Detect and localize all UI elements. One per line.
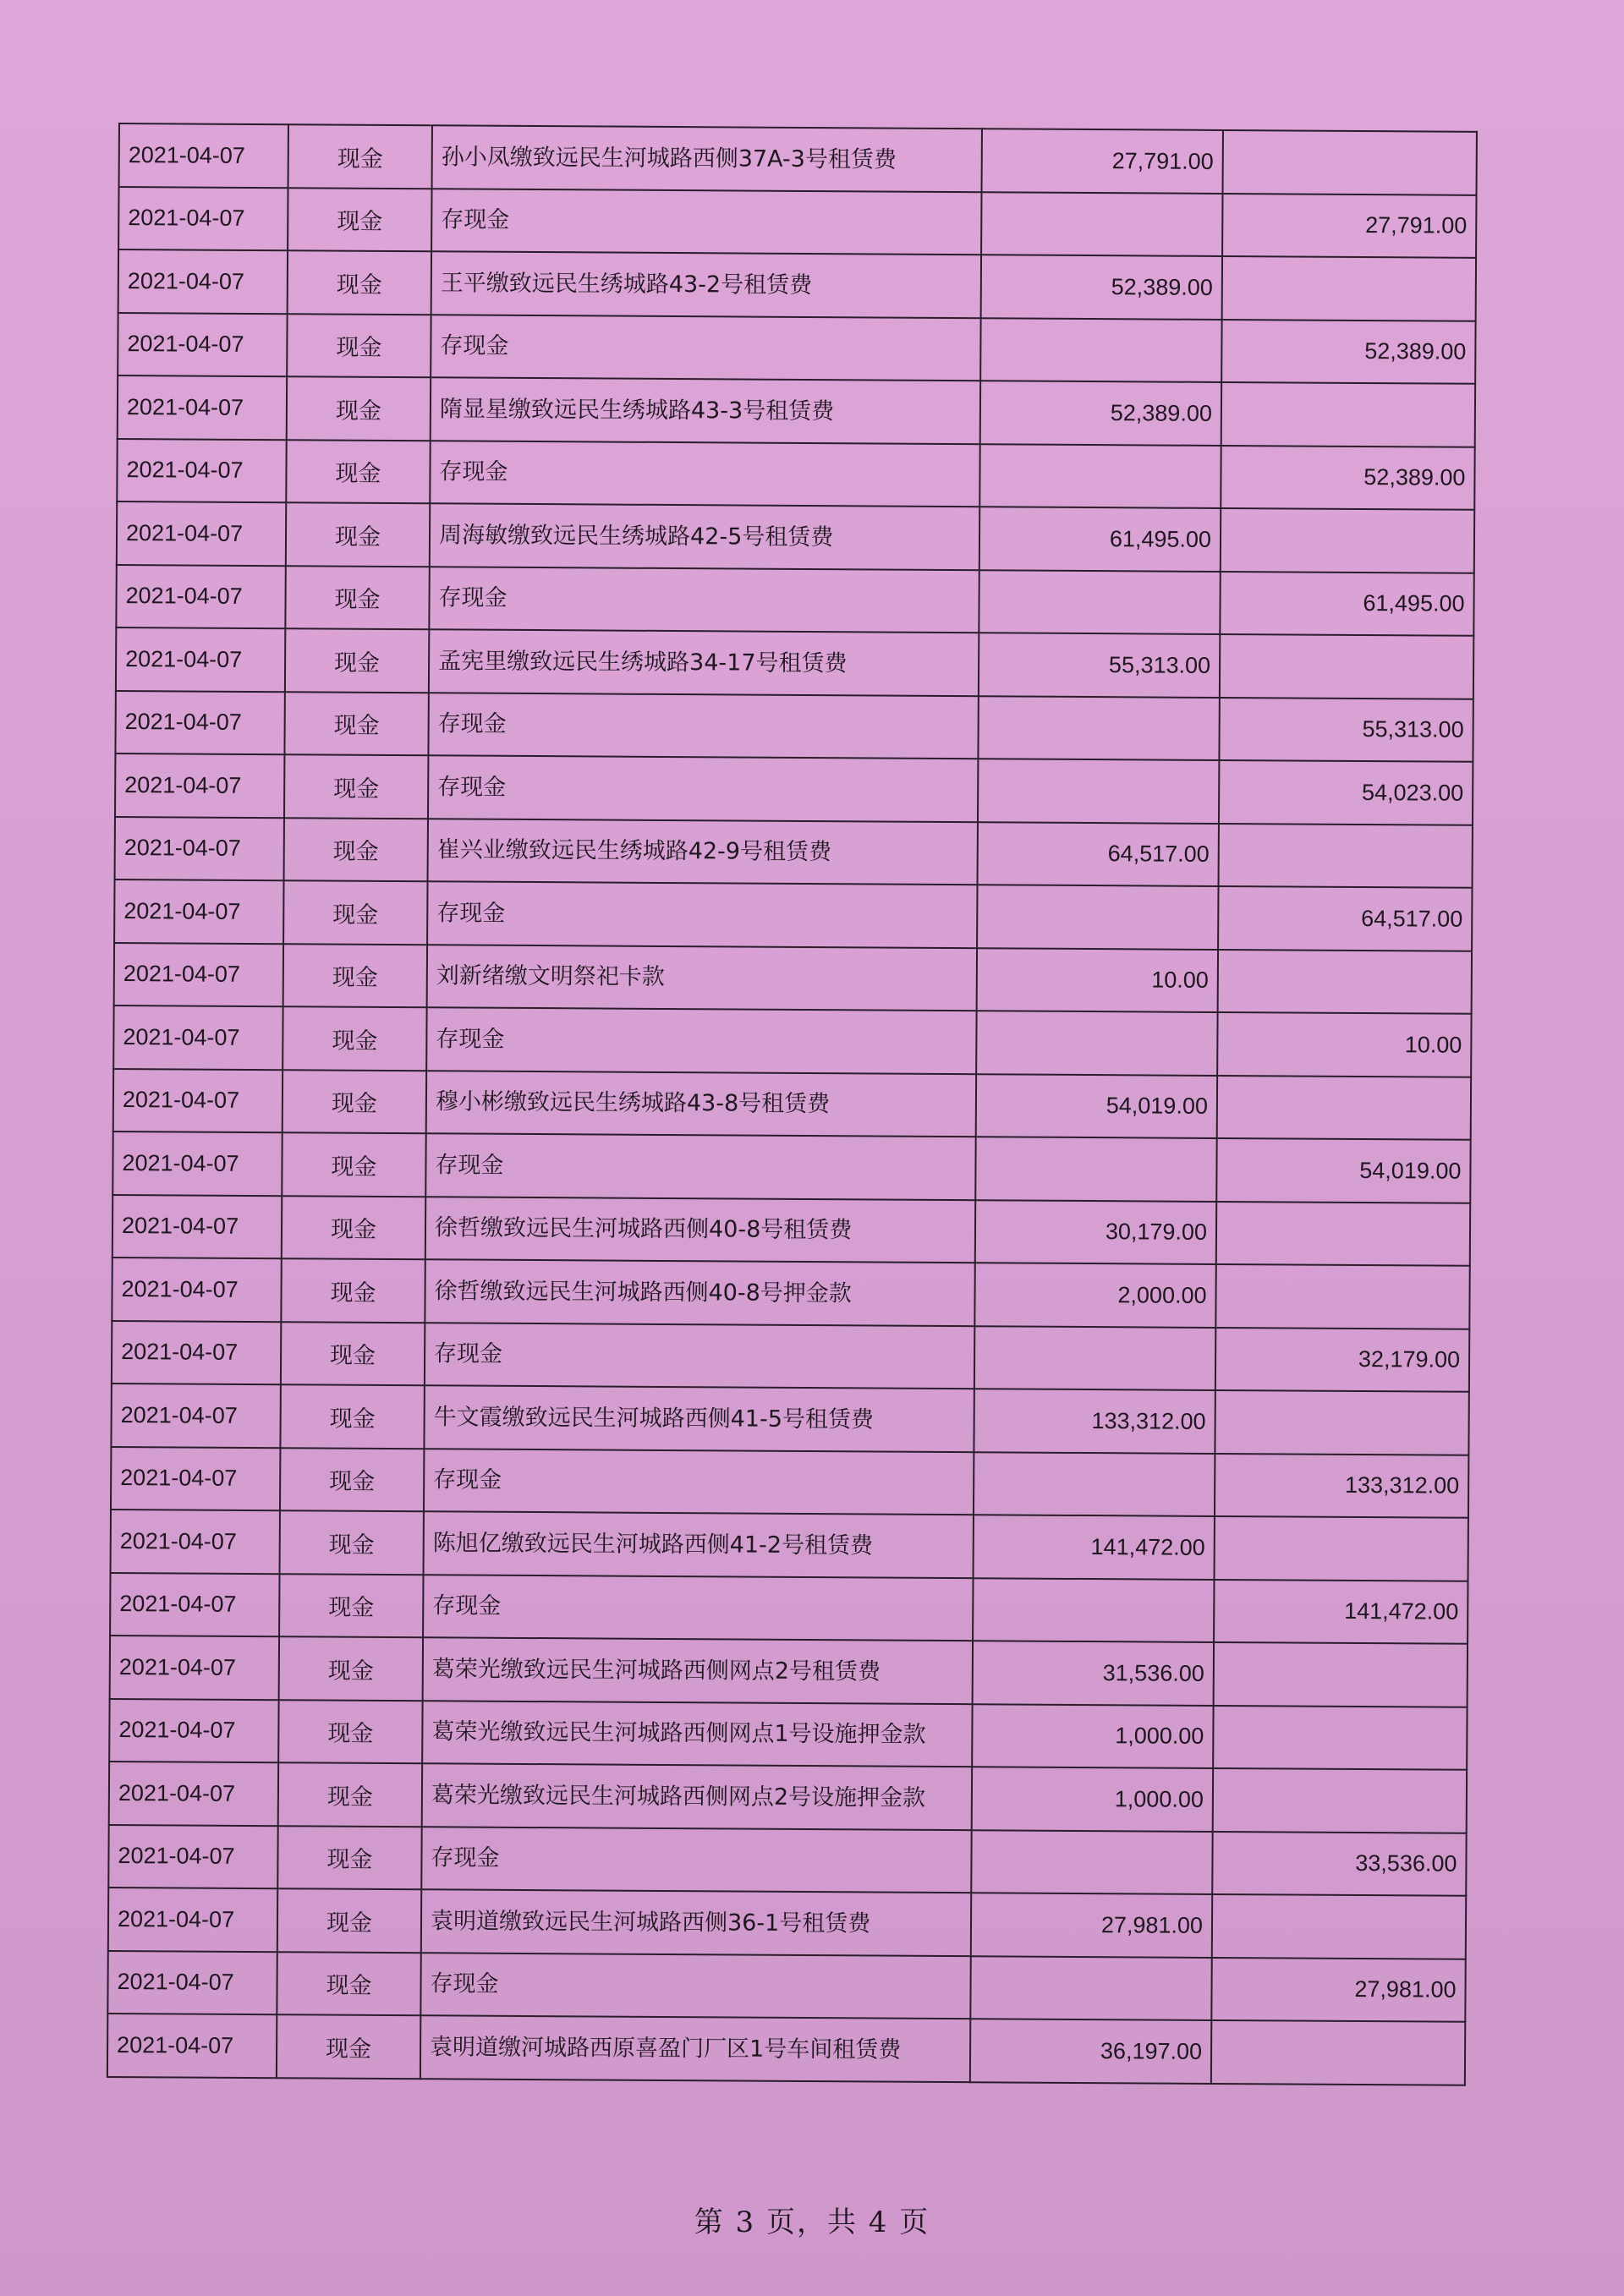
description-cell: 葛荣光缴致远民生河城路西侧网点2号设施押金款 <box>422 1763 972 1829</box>
ledger-table <box>107 123 1478 2085</box>
debit-amount-cell: 61,495.00 <box>979 507 1221 571</box>
date-cell: 2021-04-07 <box>115 816 284 880</box>
table-row <box>118 187 1476 258</box>
account-type-cell: 现金 <box>284 818 428 882</box>
account-type-cell: 现金 <box>285 566 429 630</box>
table-row <box>109 1698 1467 1769</box>
description-cell: 徐哲缴致远民生河城路西侧40-8号租赁费 <box>425 1197 975 1263</box>
credit-amount-cell <box>1220 634 1473 699</box>
debit-amount-cell: 52,389.00 <box>981 255 1222 319</box>
debit-amount-cell <box>973 1578 1214 1642</box>
description-cell: 崔兴业缴致远民生绣城路42-9号租赁费 <box>428 819 978 885</box>
description-cell: 存现金 <box>428 693 978 759</box>
table-row <box>118 313 1475 384</box>
credit-amount-cell <box>1216 1201 1470 1265</box>
debit-amount-cell: 1,000.00 <box>972 1704 1213 1768</box>
debit-amount-cell: 10.00 <box>977 948 1218 1012</box>
table-row <box>116 564 1473 635</box>
page-number: 第 3 页，共 4 页 <box>694 2206 930 2239</box>
description-cell: 存现金 <box>428 755 978 821</box>
description-cell: 存现金 <box>423 1575 973 1641</box>
account-type-cell: 现金 <box>288 124 432 189</box>
debit-amount-cell: 64,517.00 <box>978 822 1219 886</box>
account-type-cell: 现金 <box>278 1700 422 1764</box>
debit-amount-cell: 55,313.00 <box>979 633 1220 697</box>
table-row <box>117 501 1474 573</box>
debit-amount-cell: 1,000.00 <box>972 1767 1213 1831</box>
debit-amount-cell <box>974 1452 1215 1516</box>
credit-amount-cell: 64,517.00 <box>1218 886 1472 951</box>
description-cell: 隋显星缴致远民生绣城路43-3号租赁费 <box>431 377 980 443</box>
description-cell: 孙小凤缴致远民生河城路西侧37A-3号租赁费 <box>432 125 982 191</box>
description-cell: 陈旭亿缴致远民生河城路西侧41-2号租赁费 <box>424 1511 974 1577</box>
date-cell: 2021-04-07 <box>115 690 284 754</box>
debit-amount-cell <box>971 1830 1212 1894</box>
account-type-cell: 现金 <box>277 2014 420 2079</box>
description-cell: 牛文霞缴致远民生河城路西侧41-5号租赁费 <box>424 1385 974 1451</box>
description-cell: 存现金 <box>429 567 979 633</box>
credit-amount-cell: 33,536.00 <box>1212 1831 1466 1895</box>
description-cell: 存现金 <box>424 1449 974 1515</box>
table-row <box>118 375 1475 447</box>
account-type-cell: 现金 <box>279 1636 423 1701</box>
credit-amount-cell <box>1213 1768 1467 1833</box>
credit-amount-cell <box>1215 1390 1468 1455</box>
debit-amount-cell <box>979 444 1221 508</box>
date-cell: 2021-04-07 <box>118 375 287 440</box>
date-cell: 2021-04-07 <box>111 1510 280 1574</box>
account-type-cell: 现金 <box>282 1132 425 1197</box>
credit-amount-cell: 133,312.00 <box>1215 1453 1468 1517</box>
debit-amount-cell: 27,981.00 <box>971 1893 1212 1957</box>
table-row <box>108 1824 1466 1895</box>
table-row <box>108 1888 1466 1959</box>
table-row <box>112 1258 1469 1329</box>
date-cell: 2021-04-07 <box>112 1194 282 1258</box>
debit-amount-cell: 31,536.00 <box>973 1641 1214 1705</box>
table-row <box>107 2014 1465 2085</box>
debit-amount-cell: 30,179.00 <box>975 1200 1216 1264</box>
account-type-cell: 现金 <box>285 628 429 693</box>
credit-amount-cell: 27,981.00 <box>1211 1957 1465 2021</box>
credit-amount-cell: 61,495.00 <box>1220 571 1473 635</box>
table-row <box>113 1006 1471 1077</box>
table-row <box>111 1446 1468 1517</box>
debit-amount-cell <box>981 192 1222 256</box>
credit-amount-cell <box>1213 1705 1467 1769</box>
description-cell: 穆小彬缴致远民生绣城路43-8号租赁费 <box>426 1071 976 1137</box>
debit-amount-cell <box>979 570 1220 634</box>
account-type-cell: 现金 <box>280 1510 424 1575</box>
credit-amount-cell <box>1221 382 1475 447</box>
account-type-cell: 现金 <box>277 1888 421 1953</box>
date-cell: 2021-04-07 <box>114 879 283 944</box>
account-type-cell: 现金 <box>280 1448 424 1512</box>
credit-amount-cell: 10.00 <box>1217 1012 1471 1077</box>
debit-amount-cell: 27,791.00 <box>982 129 1223 193</box>
date-cell: 2021-04-07 <box>111 1384 280 1448</box>
table-row <box>112 1320 1469 1391</box>
credit-amount-cell <box>1218 949 1472 1013</box>
debit-amount-cell: 52,389.00 <box>980 381 1221 445</box>
account-type-cell: 现金 <box>286 440 430 504</box>
table-row <box>118 249 1476 321</box>
description-cell: 徐哲缴致远民生河城路西侧40-8号押金款 <box>425 1259 974 1325</box>
account-type-cell: 现金 <box>277 1826 421 1890</box>
date-cell: 2021-04-07 <box>107 2014 277 2078</box>
description-cell: 存现金 <box>430 441 979 507</box>
credit-amount-cell: 54,023.00 <box>1219 760 1473 825</box>
table-row <box>115 690 1473 761</box>
description-cell: 周海敏缴致远民生绣城路42-5号租赁费 <box>430 503 979 569</box>
debit-amount-cell: 141,472.00 <box>974 1515 1215 1579</box>
date-cell: 2021-04-07 <box>119 123 288 188</box>
date-cell: 2021-04-07 <box>107 1950 277 2014</box>
table-row <box>112 1132 1470 1203</box>
debit-amount-cell: 2,000.00 <box>974 1263 1215 1327</box>
account-type-cell: 现金 <box>281 1322 425 1386</box>
account-type-cell: 现金 <box>283 944 427 1008</box>
credit-amount-cell <box>1223 130 1477 195</box>
credit-amount-cell: 54,019.00 <box>1216 1138 1470 1203</box>
description-cell: 存现金 <box>431 189 981 255</box>
account-type-cell: 现金 <box>288 188 431 252</box>
date-cell: 2021-04-07 <box>109 1762 278 1826</box>
account-type-cell: 现金 <box>280 1384 424 1449</box>
table-row <box>109 1762 1467 1833</box>
table-row <box>110 1572 1468 1643</box>
account-type-cell: 现金 <box>286 502 430 567</box>
credit-amount-cell: 55,313.00 <box>1219 697 1473 761</box>
debit-amount-cell <box>978 759 1219 823</box>
debit-amount-cell <box>980 318 1221 382</box>
description-cell: 存现金 <box>425 1133 975 1199</box>
debit-amount-cell <box>970 1956 1211 2020</box>
account-type-cell: 现金 <box>284 754 428 819</box>
date-cell: 2021-04-07 <box>108 1888 277 1952</box>
date-cell: 2021-04-07 <box>118 249 288 314</box>
table-row <box>113 1068 1471 1139</box>
account-type-cell: 现金 <box>284 692 428 756</box>
table-row <box>115 816 1473 887</box>
table-row <box>110 1636 1468 1707</box>
credit-amount-cell <box>1214 1642 1468 1707</box>
date-cell: 2021-04-07 <box>111 1446 280 1510</box>
credit-amount-cell: 141,472.00 <box>1214 1579 1468 1643</box>
credit-amount-cell <box>1215 1264 1469 1329</box>
credit-amount-cell: 52,389.00 <box>1221 445 1474 509</box>
credit-amount-cell <box>1219 823 1473 887</box>
debit-amount-cell <box>977 885 1218 949</box>
debit-amount-cell <box>976 1011 1217 1075</box>
description-cell: 存现金 <box>427 881 977 947</box>
date-cell: 2021-04-07 <box>110 1636 279 1700</box>
account-type-cell: 现金 <box>287 376 431 441</box>
description-cell: 葛荣光缴致远民生河城路西侧网点1号设施押金款 <box>422 1701 972 1767</box>
debit-amount-cell <box>978 696 1219 760</box>
description-cell: 存现金 <box>431 315 980 381</box>
date-cell: 2021-04-07 <box>117 501 286 566</box>
description-cell: 刘新绪缴文明祭祀卡款 <box>427 945 977 1011</box>
account-type-cell: 现金 <box>278 1762 422 1827</box>
credit-amount-cell <box>1212 1894 1466 1959</box>
table-row <box>114 879 1472 951</box>
date-cell: 2021-04-07 <box>115 753 284 818</box>
table-row <box>107 1950 1465 2021</box>
date-cell: 2021-04-07 <box>117 438 286 502</box>
date-cell: 2021-04-07 <box>110 1572 279 1636</box>
debit-amount-cell: 133,312.00 <box>974 1389 1215 1453</box>
table-row <box>114 942 1472 1013</box>
debit-amount-cell <box>974 1326 1215 1390</box>
date-cell: 2021-04-07 <box>109 1698 278 1762</box>
date-cell: 2021-04-07 <box>114 942 283 1006</box>
table-row <box>116 627 1473 699</box>
credit-amount-cell <box>1222 256 1476 321</box>
debit-amount-cell: 36,197.00 <box>970 2019 1211 2083</box>
account-type-cell: 现金 <box>279 1574 423 1638</box>
credit-amount-cell: 52,389.00 <box>1221 319 1475 383</box>
account-type-cell: 现金 <box>283 880 427 945</box>
date-cell: 2021-04-07 <box>116 627 285 692</box>
account-type-cell: 现金 <box>288 250 431 315</box>
description-cell: 袁明道缴河城路西原喜盈门厂区1号车间租赁费 <box>420 2015 970 2081</box>
description-cell: 孟宪里缴致远民生绣城路34-17号租赁费 <box>429 629 979 695</box>
table-row <box>111 1384 1468 1455</box>
date-cell: 2021-04-07 <box>113 1068 283 1132</box>
date-cell: 2021-04-07 <box>112 1258 281 1322</box>
description-cell: 存现金 <box>426 1007 976 1073</box>
table-row <box>117 438 1474 509</box>
account-type-cell: 现金 <box>283 1070 426 1134</box>
table-row <box>119 123 1477 195</box>
credit-amount-cell <box>1221 508 1474 573</box>
table-row <box>112 1194 1470 1265</box>
account-type-cell: 现金 <box>283 1006 426 1071</box>
description-cell: 存现金 <box>425 1323 974 1389</box>
debit-amount-cell: 54,019.00 <box>976 1074 1217 1138</box>
description-cell: 王平缴致远民生绣城路43-2号租赁费 <box>431 251 981 317</box>
date-cell: 2021-04-07 <box>113 1006 283 1070</box>
credit-amount-cell <box>1211 2020 1465 2085</box>
description-cell: 存现金 <box>420 1953 970 2019</box>
debit-amount-cell <box>975 1137 1216 1201</box>
account-type-cell: 现金 <box>287 314 431 378</box>
account-type-cell: 现金 <box>281 1258 425 1323</box>
credit-amount-cell: 27,791.00 <box>1222 193 1476 257</box>
ledger-body <box>107 123 1477 2085</box>
table-row <box>111 1510 1468 1581</box>
description-cell: 葛荣光缴致远民生河城路西侧网点2号租赁费 <box>423 1637 973 1703</box>
date-cell: 2021-04-07 <box>112 1320 281 1384</box>
table-row <box>115 753 1473 825</box>
date-cell: 2021-04-07 <box>118 313 287 377</box>
date-cell: 2021-04-07 <box>116 564 285 628</box>
credit-amount-cell <box>1217 1075 1471 1139</box>
credit-amount-cell <box>1215 1516 1468 1581</box>
date-cell: 2021-04-07 <box>112 1132 282 1196</box>
description-cell: 存现金 <box>421 1827 971 1893</box>
account-type-cell: 现金 <box>277 1952 420 2016</box>
account-type-cell: 现金 <box>282 1196 425 1260</box>
date-cell: 2021-04-07 <box>118 187 288 251</box>
description-cell: 袁明道缴致远民生河城路西侧36-1号租赁费 <box>421 1889 971 1955</box>
date-cell: 2021-04-07 <box>108 1824 277 1888</box>
credit-amount-cell: 32,179.00 <box>1215 1327 1469 1391</box>
